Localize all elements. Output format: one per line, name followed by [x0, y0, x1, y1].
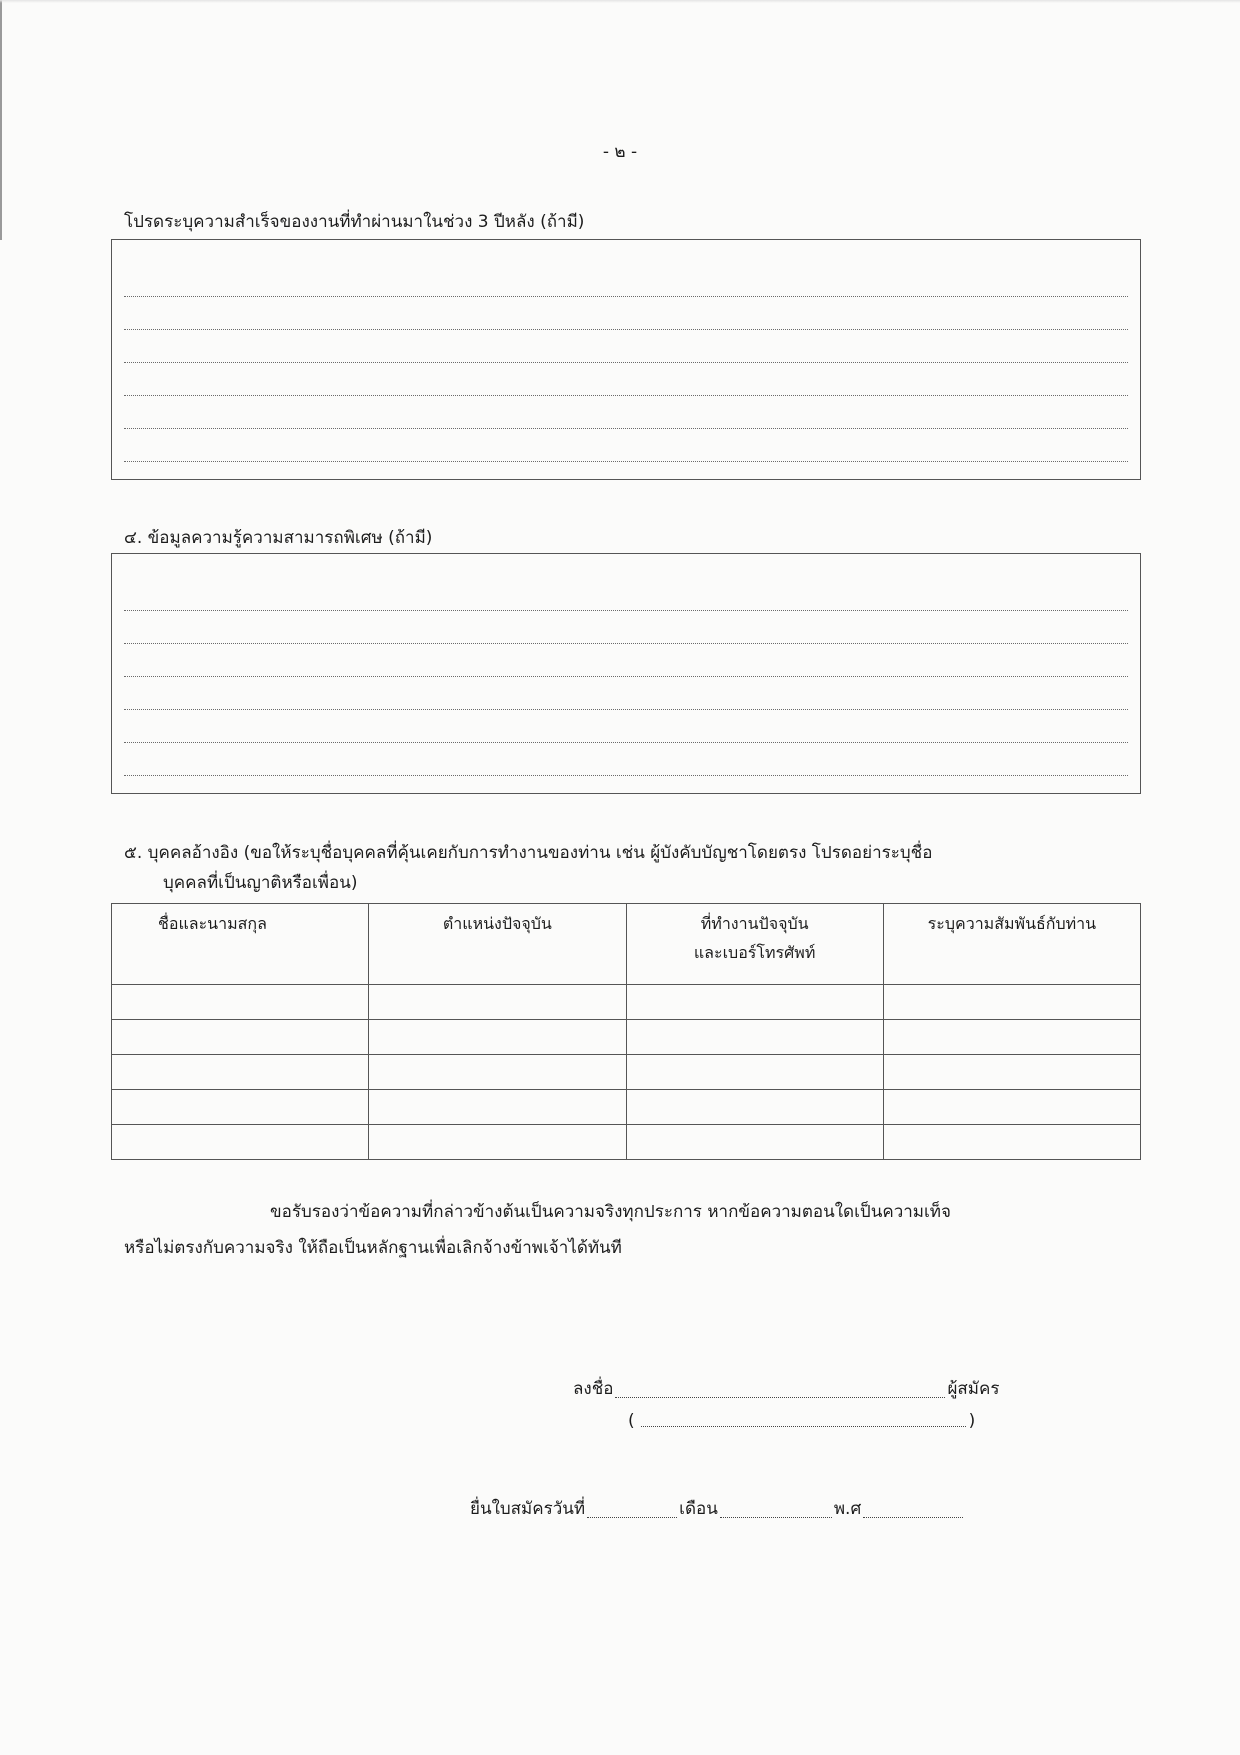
column-header-label: ตำแหน่งปัจจุบัน [442, 914, 552, 933]
table-cell[interactable] [883, 1020, 1140, 1055]
certification-text-line2: หรือไม่ตรงกับความจริง ให้ถือเป็นหลักฐานเพื่อเลิกจ้างข้าพเจ้าได้ทันที [124, 1238, 622, 1258]
skills-answer-box[interactable] [111, 553, 1141, 794]
dotted-line [124, 329, 1128, 330]
dotted-line [124, 461, 1128, 462]
table-cell[interactable] [112, 1020, 369, 1055]
column-header-name [112, 904, 369, 985]
table-row [112, 1055, 1141, 1090]
table-row [112, 985, 1141, 1020]
table-cell[interactable] [626, 985, 883, 1020]
column-header-label-cont: และเบอร์โทรศัพท์ [693, 943, 816, 962]
table-cell[interactable] [112, 1125, 369, 1160]
table-cell[interactable] [112, 1090, 369, 1125]
close-paren: ) [968, 1411, 976, 1431]
signature-row [573, 1375, 1000, 1402]
table-cell[interactable] [626, 1020, 883, 1055]
dotted-line [124, 742, 1128, 743]
printed-name-line[interactable] [641, 1426, 966, 1427]
achievement-answer-box[interactable] [111, 239, 1141, 480]
name-parenthesis-row [628, 1411, 975, 1431]
table-cell[interactable] [626, 1125, 883, 1160]
table-cell[interactable] [369, 1125, 626, 1160]
dotted-line [124, 643, 1128, 644]
dotted-line [124, 775, 1128, 776]
sign-label: ลงชื่อ [573, 1379, 614, 1399]
achievement-section-title: โปรดระบุความสำเร็จของงานที่ทำผ่านมาในช่วง 3 ปีหลัง (ถ้ามี) [124, 212, 585, 232]
day-line[interactable] [587, 1517, 677, 1518]
submission-date-row [470, 1495, 965, 1522]
table-cell[interactable] [883, 1055, 1140, 1090]
references-table [111, 903, 1141, 1160]
table-cell[interactable] [369, 1055, 626, 1090]
table-cell[interactable] [369, 1090, 626, 1125]
table-cell[interactable] [626, 1090, 883, 1125]
table-cell[interactable] [369, 1020, 626, 1055]
skills-section-title: ๔. ข้อมูลความรู้ความสามารถพิเศษ (ถ้ามี) [124, 528, 433, 548]
table-row [112, 1125, 1141, 1160]
year-label: พ.ศ [833, 1499, 862, 1519]
month-label: เดือน [679, 1499, 718, 1519]
column-header-label: ระบุความสัมพันธ์กับท่าน [927, 914, 1097, 933]
signature-line[interactable] [615, 1397, 945, 1398]
open-paren: ( [628, 1411, 635, 1431]
dotted-line [124, 362, 1128, 363]
column-header-label: ที่ทำงานปัจจุบัน [700, 914, 809, 933]
table-cell[interactable] [626, 1055, 883, 1090]
table-cell[interactable] [112, 985, 369, 1020]
certification-text-line1: ขอรับรองว่าข้อความที่กล่าวข้างต้นเป็นความจริงทุกประการ หากข้อความตอนใดเป็นความเท็จ [270, 1202, 951, 1222]
table-row [112, 1020, 1141, 1055]
references-section-title-cont: บุคคลที่เป็นญาติหรือเพื่อน) [163, 873, 358, 893]
table-cell[interactable] [112, 1055, 369, 1090]
table-cell[interactable] [883, 985, 1140, 1020]
dotted-line [124, 296, 1128, 297]
month-line[interactable] [720, 1517, 832, 1518]
dotted-line [124, 676, 1128, 677]
dotted-line [124, 709, 1128, 710]
page-number: - ๒ - [602, 142, 638, 162]
table-cell[interactable] [883, 1125, 1140, 1160]
dotted-line [124, 610, 1128, 611]
submission-date-label: ยื่นใบสมัครวันที่ [470, 1499, 586, 1519]
applicant-label: ผู้สมัคร [947, 1379, 1000, 1399]
scan-edge [0, 0, 2, 240]
references-section-title: ๕. บุคคลอ้างอิง (ขอให้ระบุชื่อบุคคลที่คุ้นเคยกับการทำงานของท่าน เช่น ผู้บังคับบัญชาโดยตรง โปรดอย่าระบุชื่อ [124, 843, 933, 863]
column-header-relationship [883, 904, 1140, 985]
column-header-label: ชื่อและนามสกุล [158, 914, 267, 933]
column-header-position [369, 904, 626, 985]
table-cell[interactable] [883, 1090, 1140, 1125]
dotted-line [124, 395, 1128, 396]
table-cell[interactable] [369, 985, 626, 1020]
year-line[interactable] [863, 1517, 963, 1518]
scan-edge-top [0, 0, 1240, 3]
table-row [112, 1090, 1141, 1125]
dotted-line [124, 428, 1128, 429]
column-header-workplace [626, 904, 883, 985]
